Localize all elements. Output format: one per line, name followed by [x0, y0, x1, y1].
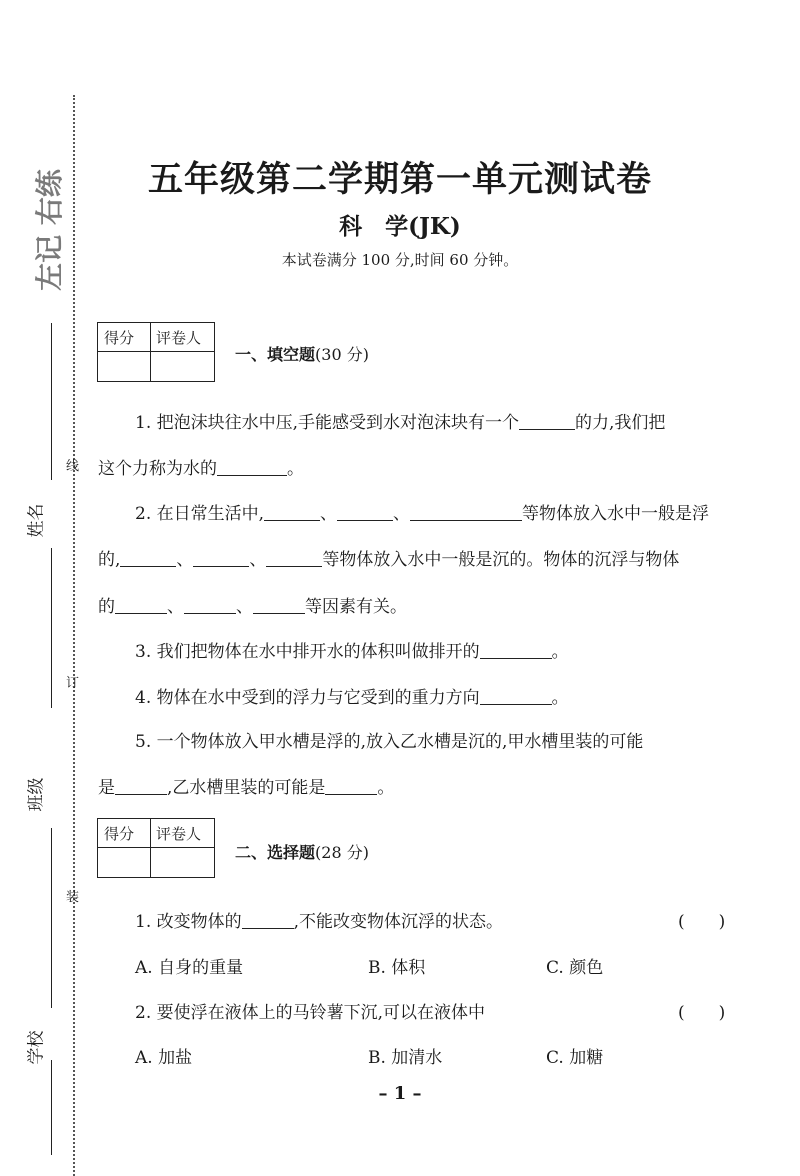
answer-blank[interactable]: [480, 687, 552, 705]
answer-blank[interactable]: [325, 777, 377, 795]
binding-mark-staple: 订: [66, 676, 80, 691]
question-text: 4. 物体在水中受到的浮力与它受到的重力方向: [135, 688, 480, 708]
question-2-line-1: [135, 499, 709, 524]
answer-blank[interactable]: [115, 777, 167, 795]
question-text: 1. 改变物体的: [135, 912, 242, 932]
separator: 、: [249, 550, 267, 570]
question-3: [135, 637, 569, 662]
grader-label: 评卷人: [156, 825, 202, 843]
answer-blank[interactable]: [519, 412, 575, 430]
answer-blank[interactable]: [217, 458, 287, 476]
side-rule-top: [51, 323, 52, 480]
question-text: 。: [551, 688, 569, 708]
choice-2-option-a[interactable]: A. 加盐: [135, 1048, 193, 1068]
section-points: (28 分): [315, 843, 369, 862]
answer-blank[interactable]: [266, 549, 322, 567]
score-label: 得分: [104, 329, 135, 347]
question-2-line-3: [98, 592, 407, 617]
question-text: 3. 我们把物体在水中排开水的体积叫做排开的: [135, 642, 480, 662]
grader-label: 评卷人: [156, 329, 202, 347]
answer-blank[interactable]: [480, 641, 552, 659]
separator: 、: [393, 504, 411, 524]
choice-1-option-b[interactable]: B. 体积: [368, 958, 426, 978]
question-text: 2. 在日常生活中,: [135, 504, 265, 524]
question-text: 的: [98, 597, 115, 617]
question-text: ,乙水槽里装的可能是: [167, 778, 326, 798]
page-title: 五年级第二学期第一单元测试卷: [147, 159, 652, 200]
question-5-line-2: [98, 773, 394, 798]
question-4: [135, 683, 569, 708]
separator: 、: [320, 504, 338, 524]
answer-blank[interactable]: [337, 503, 393, 521]
score-box-mid: [150, 323, 151, 381]
score-box-divider: [98, 847, 214, 848]
answer-blank[interactable]: [193, 549, 249, 567]
side-rule-name: [51, 548, 52, 708]
answer-blank[interactable]: [253, 596, 305, 614]
question-text: 的力,我们把: [575, 413, 666, 433]
answer-blank[interactable]: [115, 596, 167, 614]
question-text: 的,: [98, 550, 121, 570]
question-text: 等物体放入水中一般是沉的。物体的沉浮与物体: [322, 550, 680, 570]
side-rule-class: [51, 828, 52, 1008]
side-rule-school: [51, 1060, 52, 1155]
answer-blank[interactable]: [410, 503, 522, 521]
side-field-class-label: 班级: [26, 777, 47, 812]
separator: 、: [176, 550, 194, 570]
answer-blank[interactable]: [184, 596, 236, 614]
score-box: [97, 818, 215, 878]
page-number: – 1 –: [378, 1083, 422, 1104]
question-text: 这个力称为水的: [98, 459, 217, 479]
score-box-divider: [98, 351, 214, 352]
section-choice: [235, 840, 369, 863]
score-box-mid: [150, 819, 151, 877]
question-text: 。: [551, 642, 569, 662]
side-field-school-label: 学校: [26, 1030, 47, 1065]
answer-paren[interactable]: ( ): [678, 912, 726, 932]
answer-blank[interactable]: [242, 911, 294, 929]
separator: 、: [167, 597, 184, 617]
binding-mark-bind: 装: [66, 890, 80, 905]
score-label: 得分: [104, 825, 135, 843]
side-field-name-label: 姓名: [26, 503, 47, 538]
question-1-line-1: [135, 408, 665, 433]
question-5-line-1: 5. 一个物体放入甲水槽是浮的,放入乙水槽是沉的,甲水槽里装的可能: [135, 732, 644, 752]
question-1-line-2: [98, 454, 304, 479]
section-title: 一、填空题: [235, 345, 316, 364]
section-fill-in: [235, 342, 369, 365]
question-text: 等物体放入水中一般是浮: [522, 504, 710, 524]
question-text: 。: [377, 778, 395, 798]
choice-2-question: 2. 要使浮在液体上的马铃薯下沉,可以在液体中: [135, 1003, 486, 1023]
question-text: 等因素有关。: [305, 597, 407, 617]
answer-paren[interactable]: ( ): [678, 1003, 726, 1023]
separator: 、: [236, 597, 253, 617]
question-text: 1. 把泡沫块往水中压,手能感受到水对泡沫块有一个: [135, 413, 520, 433]
subject-subtitle: 科 学(JK): [339, 213, 461, 240]
choice-1-option-a[interactable]: A. 自身的重量: [135, 958, 244, 978]
choice-2-option-b[interactable]: B. 加清水: [368, 1048, 443, 1068]
choice-1-option-c[interactable]: C. 颜色: [546, 958, 604, 978]
choice-1-question: [135, 907, 503, 932]
section-title: 二、选择题: [235, 843, 316, 862]
binding-mark-line: 线: [66, 459, 80, 474]
choice-2-option-c[interactable]: C. 加糖: [546, 1048, 604, 1068]
answer-blank[interactable]: [264, 503, 320, 521]
brand-logo-text: 左记 右练: [33, 169, 66, 291]
question-text: 是: [98, 778, 115, 798]
question-2-line-2: [98, 545, 679, 570]
answer-blank[interactable]: [120, 549, 176, 567]
question-text: 。: [287, 459, 304, 479]
question-text: ,不能改变物体沉浮的状态。: [293, 912, 504, 932]
section-points: (30 分): [315, 345, 369, 364]
exam-note: 本试卷满分 100 分,时间 60 分钟。: [281, 251, 519, 269]
score-box: [97, 322, 215, 382]
